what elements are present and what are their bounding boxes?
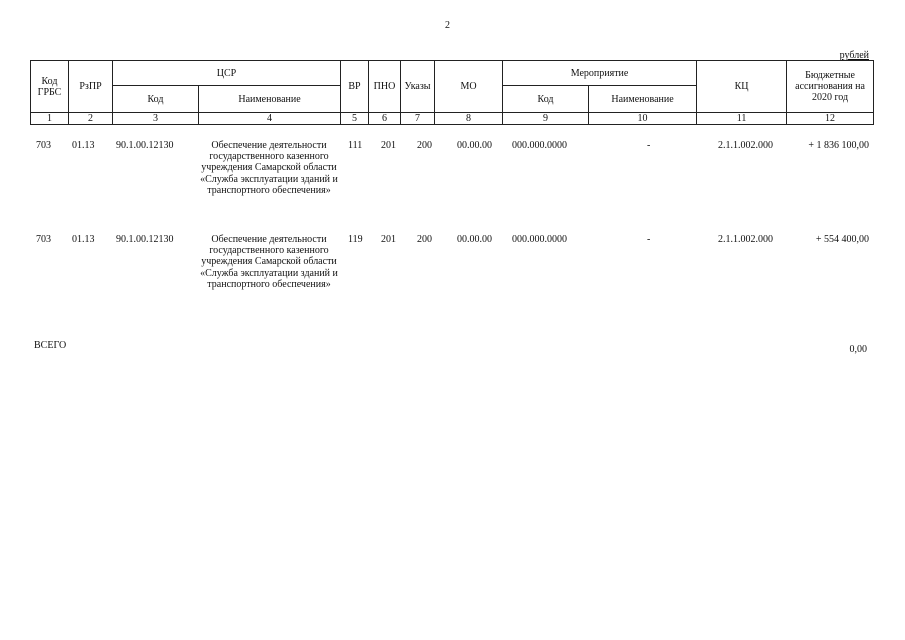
row-amount: + 554 400,00 xyxy=(815,234,869,245)
column-number: 5 xyxy=(341,113,369,125)
header-meropriyatie: Мероприятие xyxy=(503,61,697,86)
row-rzpr: 01.13 xyxy=(72,234,95,245)
column-number: 12 xyxy=(787,113,874,125)
row-ukazy: 200 xyxy=(417,234,432,245)
header-csr-code: Код xyxy=(113,86,199,113)
total-label: ВСЕГО xyxy=(34,340,67,351)
row-rzpr: 01.13 xyxy=(72,140,95,151)
row-mo: 00.00.00 xyxy=(457,140,492,151)
header-mo: МО xyxy=(435,61,503,113)
header-ukazy: Указы xyxy=(401,61,435,113)
row-pno: 201 xyxy=(381,140,396,151)
column-number: 6 xyxy=(369,113,401,125)
header-kc: КЦ xyxy=(697,61,787,113)
header-budget: Бюджетные ассигнования на 2020 год xyxy=(787,61,874,113)
header-mer-name: Наименование xyxy=(589,86,697,113)
header-grbs: Код ГРБС xyxy=(31,61,69,113)
header-csr-name: Наименование xyxy=(199,86,341,113)
row-csr-code: 90.1.00.12130 xyxy=(116,234,174,245)
header-mer-code: Код xyxy=(503,86,589,113)
column-number: 4 xyxy=(199,113,341,125)
column-number: 8 xyxy=(435,113,503,125)
column-number: 2 xyxy=(69,113,113,125)
row-pno: 201 xyxy=(381,234,396,245)
row-mer-code: 000.000.0000 xyxy=(512,234,567,245)
row-grbs: 703 xyxy=(36,234,51,245)
column-number: 11 xyxy=(697,113,787,125)
page-number: 2 xyxy=(445,20,450,31)
row-vr: 119 xyxy=(348,234,363,245)
row-grbs: 703 xyxy=(36,140,51,151)
column-number: 9 xyxy=(503,113,589,125)
header-csr: ЦСР xyxy=(113,61,341,86)
currency-note: рублей xyxy=(839,50,869,61)
row-vr: 111 xyxy=(348,140,363,151)
row-csr-name: Обеспечение деятельности государственного казенного учреждения Самарской области «Служба эксплуатации зданий и транспортного обеспечения» xyxy=(200,234,338,290)
header-rzpr: РзПР xyxy=(69,61,113,113)
column-number: 3 xyxy=(113,113,199,125)
budget-table-header xyxy=(30,60,874,125)
row-csr-code: 90.1.00.12130 xyxy=(116,140,174,151)
row-kc: 2.1.1.002.000 xyxy=(718,234,773,245)
row-mer-code: 000.000.0000 xyxy=(512,140,567,151)
column-number: 10 xyxy=(589,113,697,125)
row-csr-name: Обеспечение деятельности государственного казенного учреждения Самарской области «Служба эксплуатации зданий и транспортного обеспечения» xyxy=(200,140,338,196)
row-mer-name: - xyxy=(647,234,651,245)
header-vr: ВР xyxy=(341,61,369,113)
row-kc: 2.1.1.002.000 xyxy=(718,140,773,151)
row-mo: 00.00.00 xyxy=(457,234,492,245)
column-number: 1 xyxy=(31,113,69,125)
total-value: 0,00 xyxy=(849,344,867,355)
header-pno: ПНО xyxy=(369,61,401,113)
row-mer-name: - xyxy=(647,140,651,151)
column-number: 7 xyxy=(401,113,435,125)
row-ukazy: 200 xyxy=(417,140,432,151)
row-amount: + 1 836 100,00 xyxy=(808,140,869,151)
